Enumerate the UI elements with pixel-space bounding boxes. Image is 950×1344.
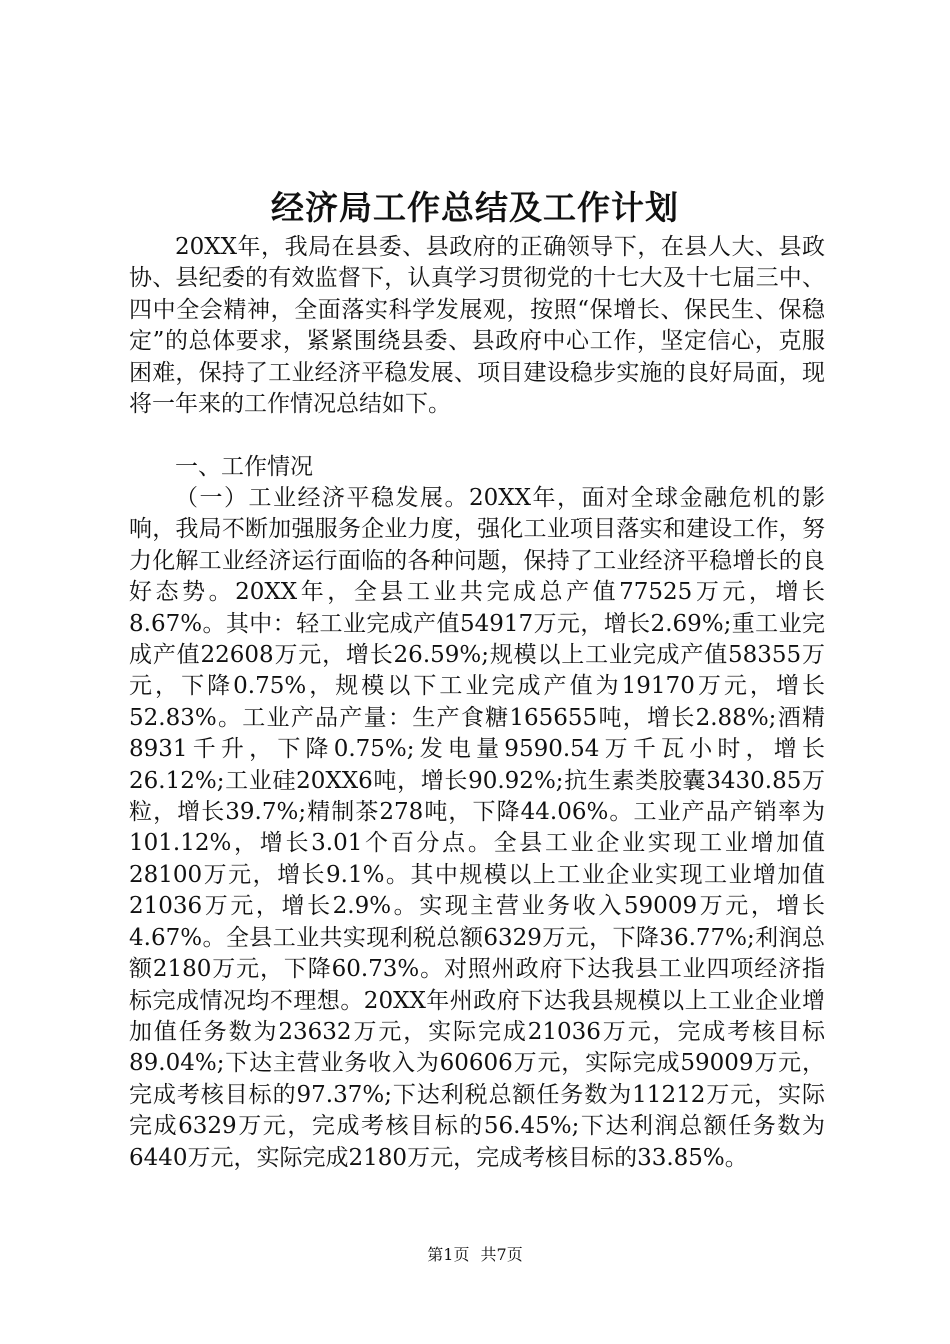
- page-number: 第1页: [427, 1245, 470, 1264]
- intro-paragraph: 20XX年，我局在县委、县政府的正确领导下，在县人大、县政协、县纪委的有效监督下，认真学习贯彻党的十七大及十七届三中、四中全会精神，全面落实科学发展观，按照“保增长、保民生、保稳定”的总体要求，紧紧围绕县委、县政府中心工作，坚定信心，克服困难，保持了工业经济平稳发展、项目建设稳步实施的良好局面，现将一年来的工作情况总结如下。: [129, 234, 825, 418]
- section-1-paragraph: （一）工业经济平稳发展。20XX年，面对全球金融危机的影响，我局不断加强服务企业力度，强化工业项目落实和建设工作，努力化解工业经济运行面临的各种问题，保持了工业经济平稳增长的良好态势。20XX年，全县工业共完成总产值77525万元，增长8.67%。其中：轻工业完成产值54917万元，增长2.69%;重工业完成产值22608万元，增长26.59%;规模以上工业完成产值58355万元，下降0.75%，规模以下工业完成产值为19170万元，增长52.83%。工业产品产量：生产食糖165655吨，增长2.88%;酒精8931千升，下降0.75%;发电量9590.54万千瓦小时，增长26.12%;工业硅20XX6吨，增长90.92%;抗生素类胶囊3430.85万粒，增长39.7%;精制茶278吨，下降44.06%。工业产品产销率为101.12%，增长3.01个百分点。全县工业企业实现工业增加值28100万元，增长9.1%。其中规模以上工业企业实现工业增加值21036万元，增长2.9%。实现主营业务收入59009万元，增长4.67%。全县工业共实现利税总额6329万元，下降36.77%;利润总额2180万元，下降60.73%。对照州政府下达我县工业四项经济指标完成情况均不理想。20XX年州政府下达我县规模以上工业企业增加值任务数为23632万元，实际完成21036万元，完成考核目标89.04%;下达主营业务收入为60606万元，实际完成59009万元，完成考核目标的97.37%;下达利税总额任务数为11212万元，实际完成6329万元，完成考核目标的56.45%;下达利润总额任务数为6440万元，实际完成2180万元，完成考核目标的33.85%。: [129, 485, 825, 1171]
- page-total: 共7页: [480, 1245, 523, 1264]
- page-title: 经济局工作总结及工作计划: [271, 188, 679, 227]
- page-footer: [0, 1244, 950, 1266]
- section-heading: 一、工作情况: [175, 454, 313, 480]
